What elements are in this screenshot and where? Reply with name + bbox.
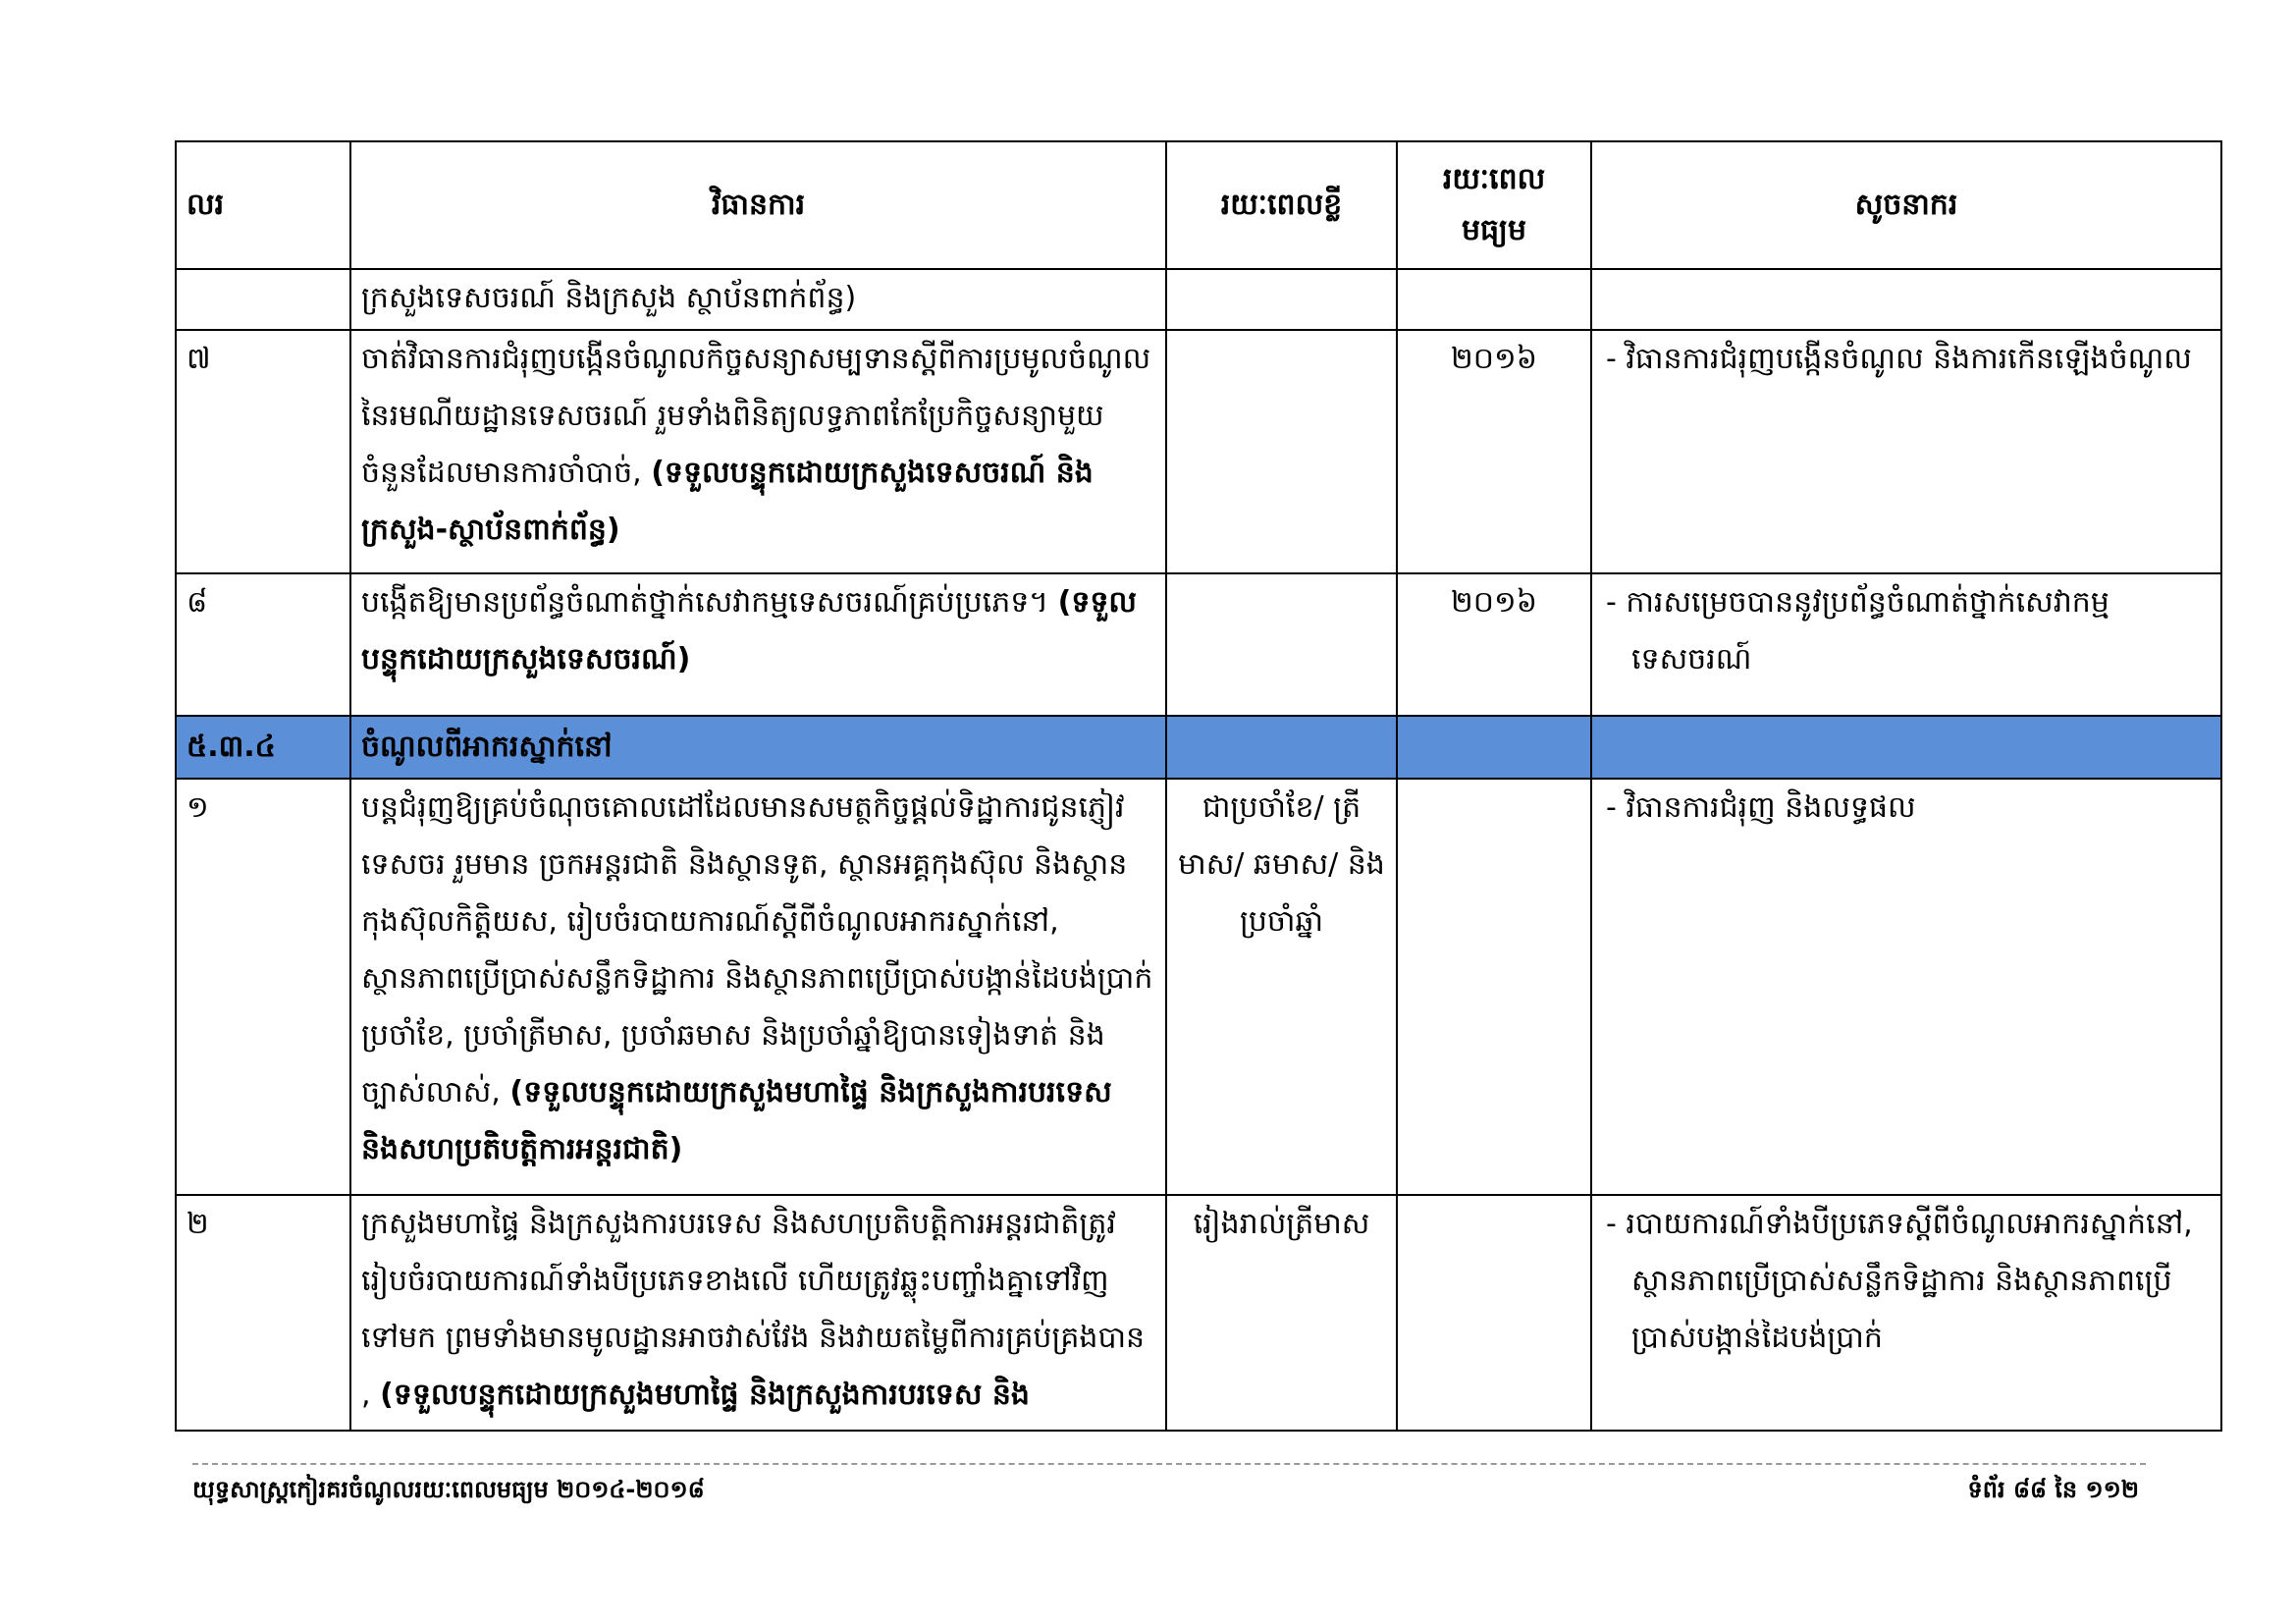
footer-divider [192,1463,2146,1465]
row-indicator [1591,269,2221,330]
row-no [176,269,350,330]
row-action-responsible: (ទទួលបន្ទុកដោយក្រសួងទេសចរណ៍) [361,585,1137,677]
footer-document-title: យុទ្ធសាស្ត្រកៀរគរចំណូលរយៈពេលមធ្យម ២០១៤-២០១៨ [192,1476,705,1503]
row-no: ៧ [176,330,350,573]
section-empty-cell [1397,716,1591,779]
strategy-table [175,140,2222,1432]
header-no: លរ [176,141,350,269]
table-row [176,269,2221,330]
row-indicator [1591,573,2221,716]
row-action [350,269,1166,330]
indicator-item: - វិធានការជំរុញបង្កើនចំណូល និងការកើនឡើងចំណូល [1606,342,2192,376]
row-indicator [1591,1195,2221,1431]
row-short-term [1166,573,1397,716]
row-no: ២ [176,1195,350,1431]
row-action-text: បន្តជំរុញឱ្យគ្រប់ចំណុចគោលដៅដែលមានសមត្ថកិច្ចផ្តល់ទិដ្ឋាការជូនភ្ញៀវទេសចរ រួមមាន ច្រកអន្តរជាតិ និងស្ថានទូត, ស្ថានអគ្គកុងស៊ុល និងស្ថានកុងស៊ុលកិត្តិយស, រៀបចំរបាយការណ៍ស្តីពីចំណូលអាករស្នាក់នៅ, ស្ថានភាពប្រើប្រាស់សន្លឹកទិដ្ឋាការ និងស្ថានភាពប្រើប្រាស់បង្កាន់ដៃបង់ប្រាក់ប្រចាំខែ, ប្រចាំត្រីមាស, ប្រចាំឆមាស និងប្រចាំឆ្នាំឱ្យបានទៀងទាត់ និងច្បាស់លាស់, [361,790,1153,1110]
section-title: ចំណូលពីអាករស្នាក់នៅ [350,716,1166,779]
header-medium-term: រយៈពេល មធ្យម [1397,141,1591,269]
indicator-item: - ការសម្រេចបាននូវប្រព័ន្ធចំណាត់ថ្នាក់សេវាកម្មទេសចរណ៍ [1606,585,2109,677]
table-row [176,779,2221,1195]
row-action-text: ក្រសួងមហាផ្ទៃ និងក្រសួងការបរទេស និងសហប្រតិបត្តិការអន្តរជាតិត្រូវរៀបចំរបាយការណ៍ទាំងបីប្រភេទខាងលើ ហើយត្រូវឆ្លុះបញ្ចាំងគ្នាទៅវិញទៅមក ព្រមទាំងមានមូលដ្ឋានអាចវាស់វែង និងវាយតម្លៃពីការគ្រប់គ្រងបាន , [361,1207,1146,1412]
header-indicator: សូចនាករ [1591,141,2221,269]
section-empty-cell [1591,716,2221,779]
row-action [350,573,1166,716]
row-short-term: រៀងរាល់ត្រីមាស [1166,1195,1397,1431]
row-indicator [1591,330,2221,573]
indicator-item: - វិធានការជំរុញ និងលទ្ធផល [1606,790,1916,825]
row-action [350,1195,1166,1431]
row-action-responsible: (ទទួលបន្ទុកដោយក្រសួងមហាផ្ទៃ និងក្រសួងការបរទេស និងសហប្រតិបត្តិការអន្តរជាតិ) [361,1075,1112,1166]
table-row [176,1195,2221,1431]
row-action-text: បង្កើតឱ្យមានប្រព័ន្ធចំណាត់ថ្នាក់សេវាកម្មទេសចរណ៍គ្រប់ប្រភេទ។ [361,585,1049,620]
section-no: ៥.៣.៤ [176,716,350,779]
row-no: ១ [176,779,350,1195]
section-empty-cell [1166,716,1397,779]
header-short-term: រយៈពេលខ្លី [1166,141,1397,269]
table-header-row [176,141,2221,269]
row-medium-term [1397,1195,1591,1431]
row-no: ៨ [176,573,350,716]
section-header-row [176,716,2221,779]
table-row [176,330,2221,573]
footer-page-number: ទំព័រ ៨៨ នៃ ១១២ [1967,1476,2139,1503]
row-action-text: ចាត់វិធានការជំរុញបង្កើនចំណូលកិច្ចសន្យាសម្បទានស្តីពីការប្រមូលចំណូលនៃរមណីយដ្ឋានទេសចរណ៍ រួមទាំងពិនិត្យលទ្ធភាពកែប្រែកិច្ចសន្យាមួយចំនួនដែលមានការចាំបាច់, [361,342,1151,490]
row-medium-term: ២០១៦ [1397,573,1591,716]
header-action: វិធានការ [350,141,1166,269]
row-short-term [1166,269,1397,330]
indicator-item: - របាយការណ៍ទាំងបីប្រភេទស្តីពីចំណូលអាករស្នាក់នៅ, ស្ថានភាពប្រើប្រាស់សន្លឹកទិដ្ឋាការ និងស្ថានភាពប្រើប្រាស់បង្កាន់ដៃបង់ប្រាក់ [1606,1207,2193,1355]
table-row [176,573,2221,716]
row-short-term: ជាប្រចាំខែ/ ត្រីមាស/ ឆមាស/ និងប្រចាំឆ្នាំ [1166,779,1397,1195]
row-action-responsible: (ទទួលបន្ទុកដោយក្រសួងទេសចរណ៍ និងក្រសួង-ស្ថាប័នពាក់ព័ន្ធ) [361,456,1094,547]
row-medium-term: ២០១៦ [1397,330,1591,573]
row-action-responsible: (ទទួលបន្ទុកដោយក្រសួងមហាផ្ទៃ និងក្រសួងការបរទេស និង [380,1378,1030,1412]
row-short-term [1166,330,1397,573]
row-action-text: ក្រសួងទេសចរណ៍ និងក្រសួង ស្ថាប័នពាក់ព័ន្ធ) [361,281,857,315]
row-medium-term [1397,269,1591,330]
row-action [350,779,1166,1195]
row-action [350,330,1166,573]
row-indicator [1591,779,2221,1195]
row-medium-term [1397,779,1591,1195]
